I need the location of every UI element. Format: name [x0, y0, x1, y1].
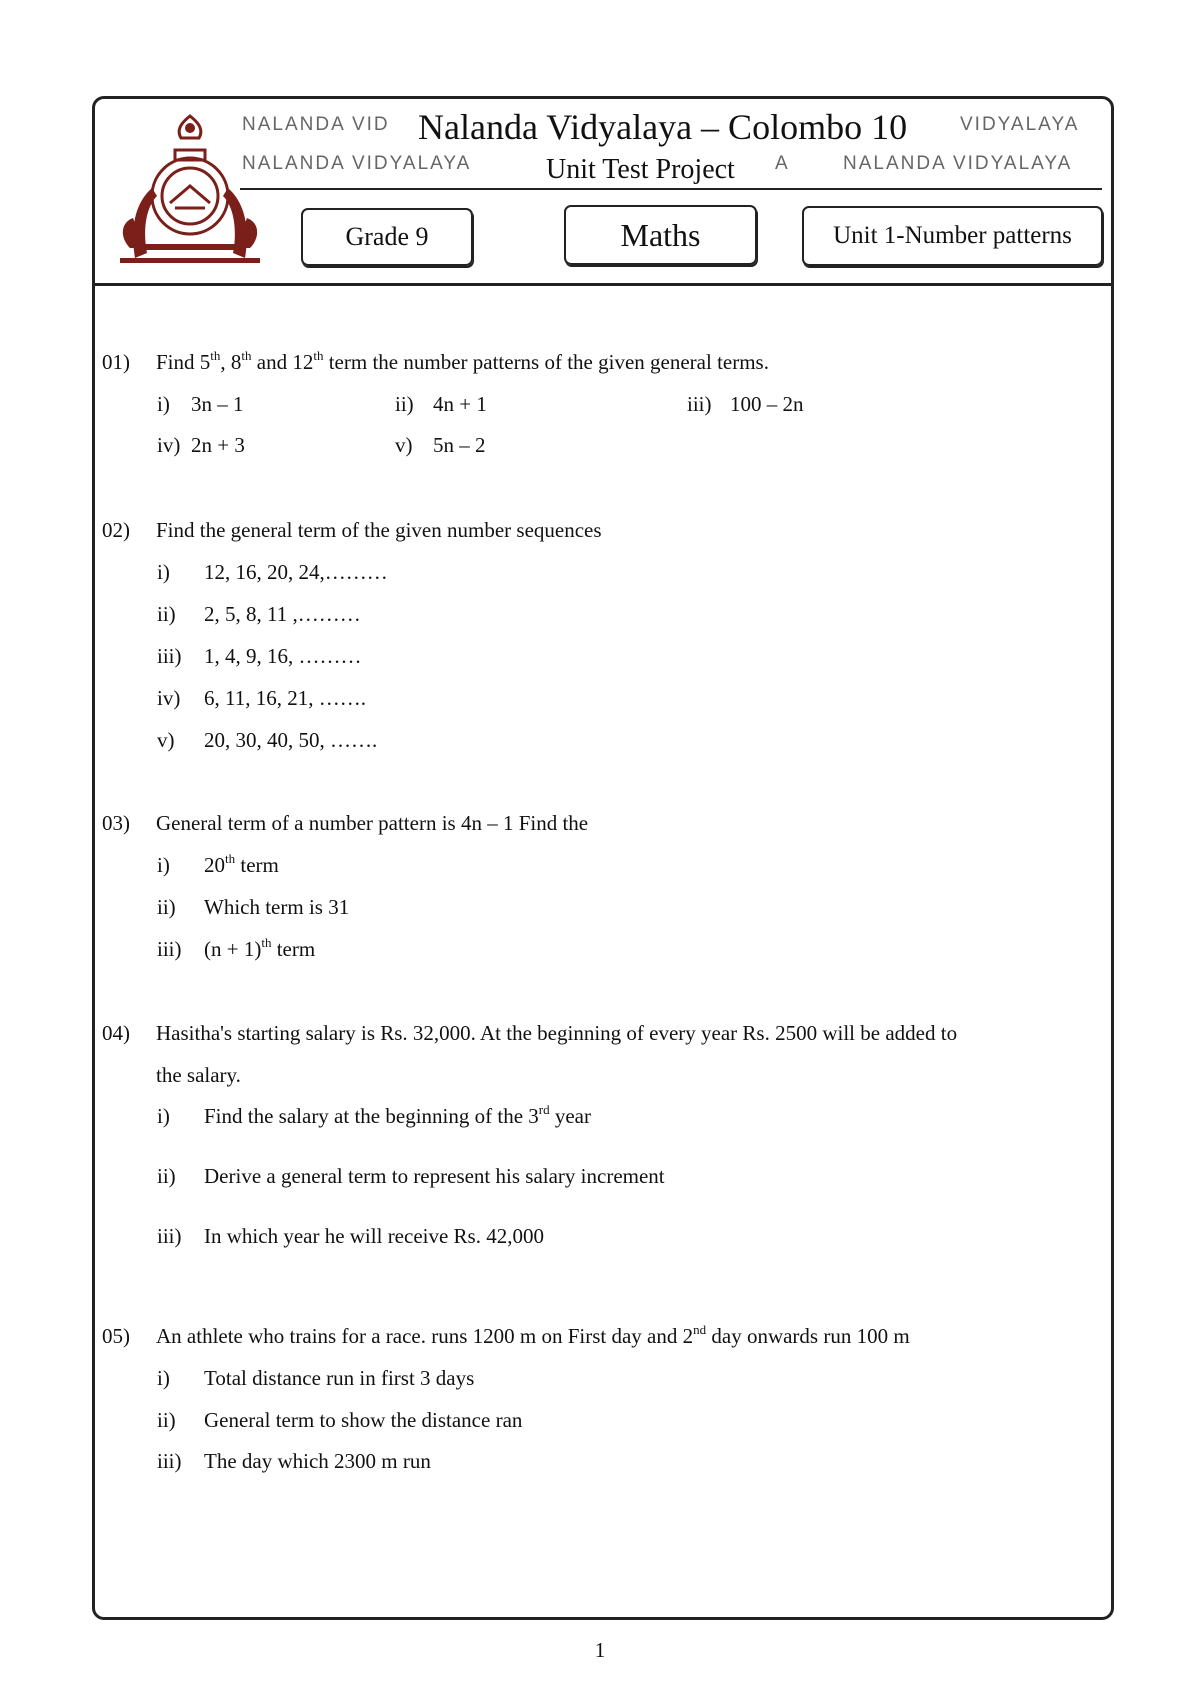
question-text: An athlete who trains for a race. runs 1200 m on First day and 2nd day onwards run 100 m	[156, 1322, 910, 1348]
grade-box	[301, 208, 473, 266]
question-number: 03)	[102, 811, 130, 835]
grade-label: Grade 9	[345, 222, 429, 251]
question-number: 04)	[102, 1021, 130, 1045]
q3-item-ii: ii) Which term is 31	[157, 895, 350, 919]
q5-item: iii) The day which 2300 m run	[157, 1449, 431, 1473]
q4-item-i: i) Find the salary at the beginning of the 3rd year	[157, 1102, 591, 1128]
q2-item: iii) 1, 4, 9, 16, ………	[157, 644, 362, 668]
q1-item-i: i) 3n – 1	[157, 392, 244, 416]
question-text-line1: Hasitha's starting salary is Rs. 32,000. At the beginning of every year Rs. 2500 will be added to	[156, 1021, 958, 1045]
question-text: Find the general term of the given number sequences	[156, 518, 602, 542]
question-number: 02)	[102, 518, 130, 542]
subject-label: Maths	[620, 216, 701, 253]
q5-item: ii) General term to show the distance ran	[157, 1408, 523, 1432]
q1-item-iii: iii) 100 – 2n	[687, 392, 804, 416]
q3-item-i: i) 20th term	[157, 851, 279, 877]
unit-test-project-subtitle: Unit Test Project	[542, 154, 739, 186]
q2-item: i) 12, 16, 20, 24,………	[157, 560, 388, 584]
q1-item-v: v) 5n – 2	[395, 433, 486, 457]
question-number: 01)	[102, 350, 130, 374]
unit-label: Unit 1-Number patterns	[833, 222, 1072, 249]
header-divider	[240, 188, 1102, 190]
q4-item-iii: iii) In which year he will receive Rs. 42,000	[157, 1224, 544, 1248]
q2-item: v) 20, 30, 40, 50, …….	[157, 728, 378, 752]
q3-item-iii: iii) $(n + 1)^{th}$ term	[157, 935, 316, 961]
watermark-mid-fragment: A	[775, 153, 790, 174]
watermark-top-right: VIDYALAYA	[960, 114, 1080, 135]
question-number: 05)	[102, 1324, 130, 1348]
question-text: General term of a number pattern is 4n – 1 Find the	[156, 811, 589, 835]
watermark-top-left: NALANDA VID	[242, 114, 390, 135]
header-bottom-rule	[95, 283, 1113, 286]
unit-box	[802, 206, 1103, 266]
q4-item-ii: ii) Derive a general term to represent his salary increment	[157, 1164, 665, 1188]
question-text-line2: the salary.	[156, 1063, 241, 1087]
q2-item: ii) 2, 5, 8, 11 ,………	[157, 602, 361, 626]
watermark-mid-left: NALANDA VIDYALAYA	[242, 153, 472, 174]
question-text: Find 5th, 8th and 12th term the number patterns of the given general terms.	[156, 348, 769, 374]
q5-item: i) Total distance run in first 3 days	[157, 1366, 475, 1390]
q2-item: iv) 6, 11, 16, 21, …….	[157, 686, 366, 710]
page-number: 1	[594, 1638, 606, 1662]
watermark-mid-right: NALANDA VIDYALAYA	[843, 153, 1073, 174]
school-name-title: Nalanda Vidyalaya – Colombo 10	[412, 106, 913, 148]
subject-box	[564, 205, 757, 265]
q1-item-ii: ii) 4n + 1	[395, 392, 487, 416]
q1-item-iv: iv) 2n + 3	[157, 433, 245, 457]
